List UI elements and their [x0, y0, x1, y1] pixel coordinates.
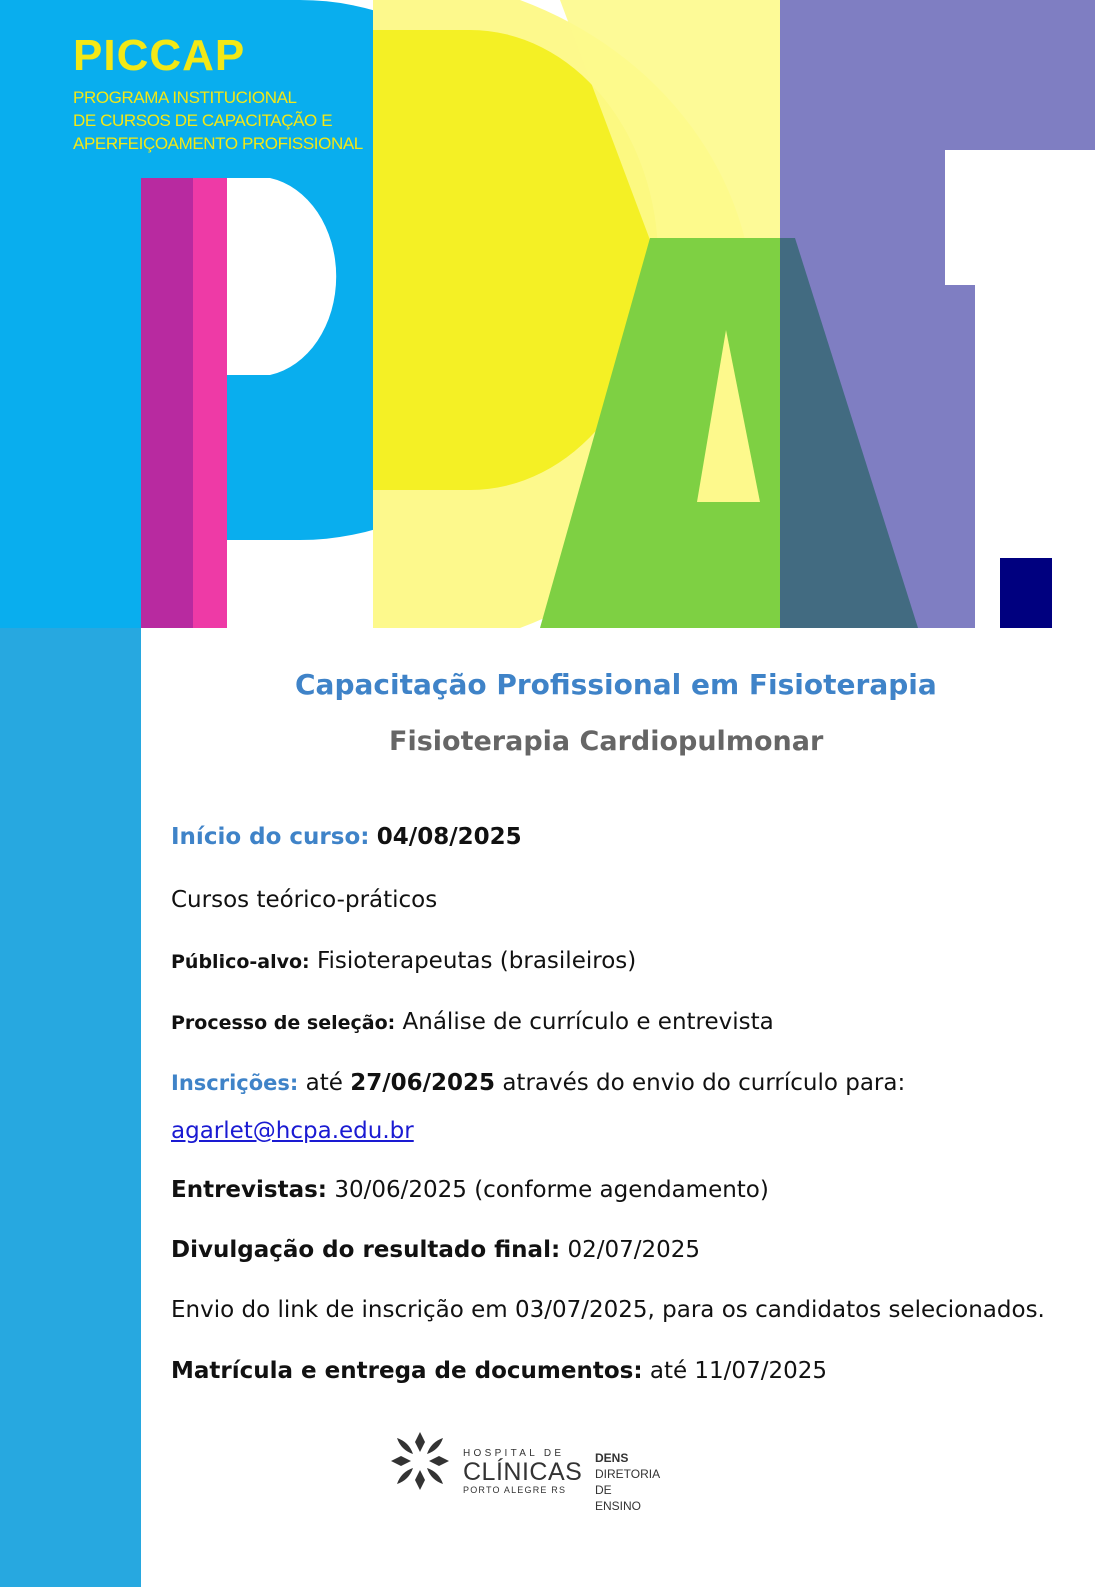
matricula-value: até 11/07/2025	[649, 1358, 827, 1384]
dens-name: DIRETORIA DE ENSINO	[595, 1467, 660, 1513]
brand-subtitle-line: PROGRAMA INSTITUCIONAL	[73, 88, 297, 107]
divulgacao-value: 02/07/2025	[567, 1237, 701, 1263]
inicio-label: Início do curso:	[171, 824, 370, 850]
hospital-location: PORTO ALEGRE RS	[463, 1485, 567, 1495]
entrevistas-line	[171, 1177, 769, 1203]
inicio-value: 04/08/2025	[376, 824, 522, 850]
publico-value: Fisioterapeutas (brasileiros)	[316, 948, 637, 974]
processo-value: Análise de currículo e entrevista	[402, 1009, 774, 1035]
matricula-label: Matrícula e entrega de documentos:	[171, 1358, 643, 1384]
email-link[interactable]: agarlet@hcpa.edu.br	[171, 1118, 414, 1144]
magenta-bar-dark	[141, 178, 193, 628]
processo-label: Processo de seleção:	[171, 1012, 396, 1034]
brand-subtitle	[73, 86, 363, 155]
email-line	[171, 1118, 414, 1144]
publico-line	[171, 948, 636, 974]
entrevistas-label: Entrevistas:	[171, 1177, 327, 1203]
inicio-line	[171, 824, 522, 850]
footer-logos	[387, 1428, 660, 1513]
brand-subtitle-line: DE CURSOS DE CAPACITAÇÃO E	[73, 111, 333, 130]
hospital-name-top: HOSPITAL DE	[463, 1448, 565, 1459]
hospital-logo-icon	[387, 1428, 453, 1494]
page-subtitle: Fisioterapia Cardiopulmonar	[389, 726, 824, 757]
brand-name: PICCAP	[73, 31, 246, 80]
dens-acronym: DENS	[595, 1451, 629, 1465]
inscricoes-prefix: até	[305, 1070, 343, 1096]
inscricoes-line	[171, 1070, 905, 1096]
hospital-name	[463, 1448, 582, 1496]
tipo-line: Cursos teórico-práticos	[171, 887, 438, 913]
inscricoes-date: 27/06/2025	[350, 1070, 496, 1096]
inscricoes-label: Inscrições:	[171, 1071, 299, 1095]
inscricoes-suffix: através do envio do currículo para:	[502, 1070, 906, 1096]
divulgacao-line	[171, 1237, 700, 1263]
publico-label: Público-alvo:	[171, 951, 310, 973]
magenta-bar-light	[193, 178, 227, 628]
dens-block	[595, 1450, 659, 1514]
entrevistas-value: 30/06/2025 (conforme agendamento)	[334, 1177, 769, 1203]
matricula-line	[171, 1358, 827, 1384]
divulgacao-label: Divulgação do resultado final:	[171, 1237, 561, 1263]
page-title: Capacitação Profissional em Fisioterapia	[295, 668, 937, 701]
brand-block	[73, 30, 363, 155]
brand-subtitle-line: APERFEIÇOAMENTO PROFISSIONAL	[73, 134, 363, 153]
processo-line	[171, 1009, 774, 1035]
hospital-name-main: CLÍNICAS	[463, 1458, 583, 1486]
envio-line: Envio do link de inscrição em 03/07/2025, para os candidatos selecionados.	[171, 1297, 1045, 1323]
